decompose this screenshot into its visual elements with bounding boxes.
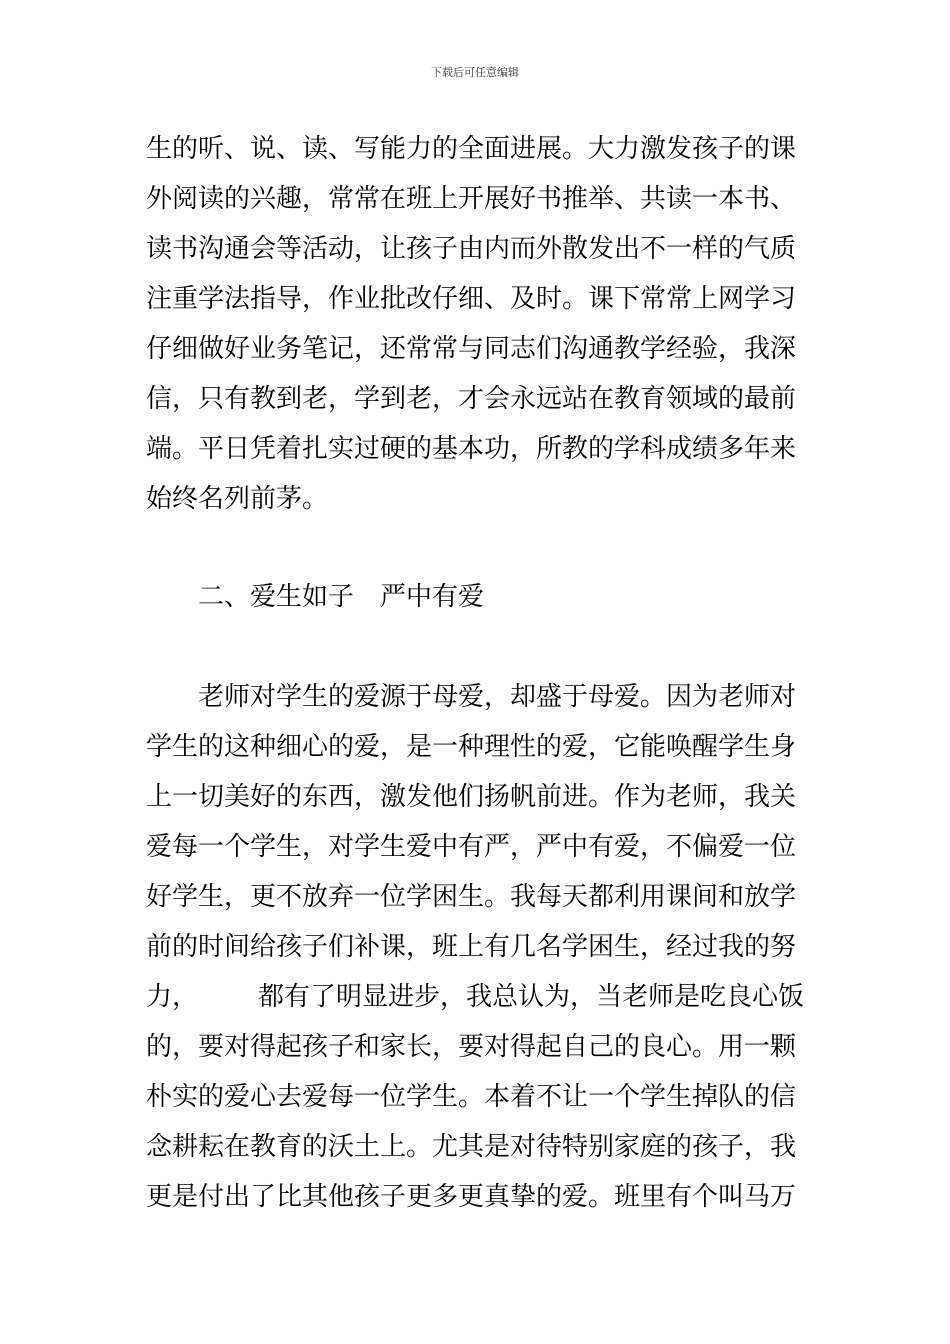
section-heading-title: 严中有爱 [380, 582, 485, 612]
page-header: 下载后可任意编辑 [431, 66, 519, 79]
text-line: 的，要对得起孩子和家长，要对得起自己的良心。用一颗 [146, 1032, 797, 1062]
text-line: 爱每一个学生，对学生爱中有严，严中有爱，不偏爱一位 [146, 832, 797, 862]
text-line: 始终名列前茅。 [146, 484, 329, 514]
section-heading [198, 581, 484, 613]
text-line: 老师对学生的爱源于母爱，却盛于母爱。因为老师对 [198, 682, 797, 712]
text-line: 更是付出了比其他孩子更多更真挚的爱。班里有个叫马万 [146, 1182, 797, 1212]
split-line-start: 力， [146, 982, 199, 1012]
text-line: 学生的这种细心的爱，是一种理性的爱，它能唤醒学生身 [146, 732, 797, 762]
text-line: 端。平日凭着扎实过硬的基本功，所教的学科成绩多年来 [146, 434, 797, 464]
text-line: 上一切美好的东西，激发他们扬帆前进。作为老师，我关 [146, 782, 797, 812]
text-line: 前的时间给孩子们补课，班上有几名学困生，经过我的努 [146, 932, 797, 962]
text-line: 生的听、说、读、写能力的全面进展。大力激发孩子的课 [146, 134, 797, 164]
section-heading-number: 二、爱生如子 [198, 582, 355, 612]
text-line: 念耕耘在教育的沃土上。尤其是对待特别家庭的孩子，我 [146, 1132, 797, 1162]
text-line: 读书沟通会等活动，让孩子由内而外散发出不一样的气质 [146, 234, 797, 264]
text-line: 仔细做好业务笔记，还常常与同志们沟通教学经验，我深 [146, 334, 797, 364]
text-line: 外阅读的兴趣，常常在班上开展好书推举、共读一本书、 [146, 184, 797, 214]
text-line: 好学生，更不放弃一位学困生。我每天都利用课间和放学 [146, 882, 797, 912]
split-line-end: 都有了明显进步，我总认为，当老师是吃良心饭 [258, 982, 805, 1012]
text-line: 信，只有教到老，学到老，才会永远站在教育领域的最前 [146, 384, 797, 414]
text-line: 朴实的爱心去爱每一位学生。本着不让一个学生掉队的信 [146, 1082, 797, 1112]
text-line: 注重学法指导，作业批改仔细、及时。课下常常上网学习 [146, 284, 797, 314]
text-line-split [146, 981, 804, 1013]
